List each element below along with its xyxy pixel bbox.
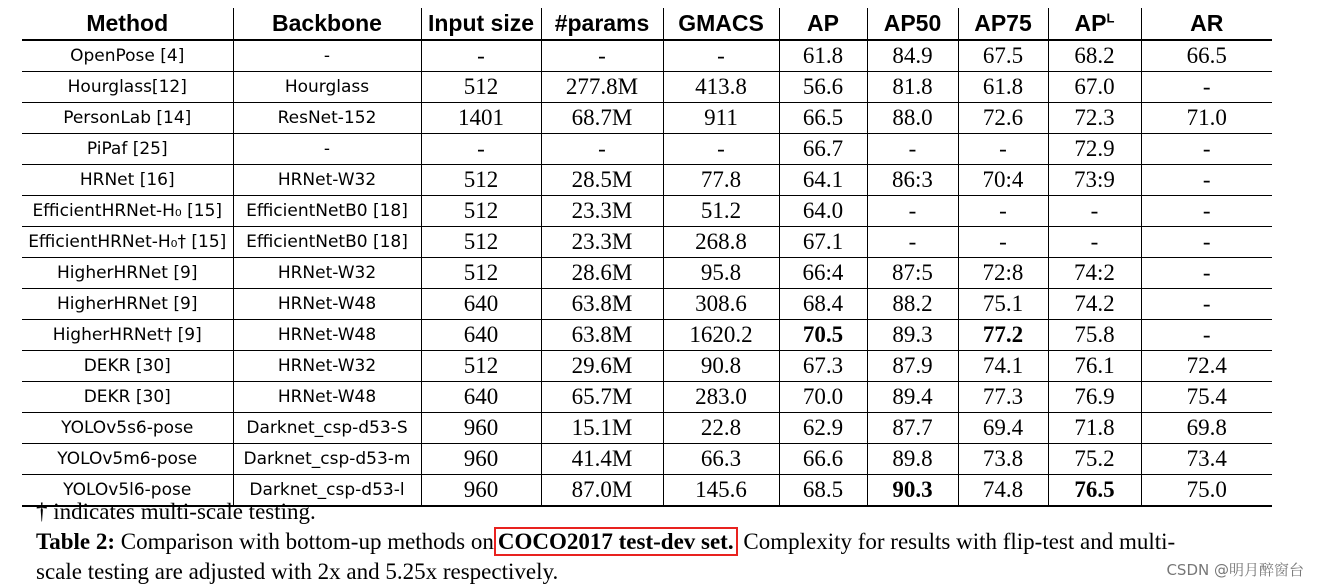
table-row: [22, 289, 1272, 320]
cell-ar: -: [1141, 320, 1272, 351]
cell-ap: 68.4: [779, 289, 867, 320]
cell-gmacs: 22.8: [663, 413, 779, 444]
cell-ap: 62.9: [779, 413, 867, 444]
cell-ar: 72.4: [1141, 351, 1272, 382]
cell-backbone: HRNet-W48: [233, 289, 421, 320]
table-row: [22, 382, 1272, 413]
cell-input-size: 960: [421, 475, 541, 507]
caption-highlighted-dataset: COCO2017 test-dev set.: [494, 527, 738, 556]
cell-method: Hourglass[12]: [22, 72, 233, 103]
cell-params: 23.3M: [541, 196, 663, 227]
header-gmacs: GMACS: [663, 8, 779, 40]
cell-ap50: 88.2: [867, 289, 958, 320]
header-apl: [1048, 8, 1141, 40]
cell-backbone: Hourglass: [233, 72, 421, 103]
cell-backbone: Darknet_csp-d53-m: [233, 444, 421, 475]
cell-params: 277.8M: [541, 72, 663, 103]
cell-ap50: 81.8: [867, 72, 958, 103]
cell-ap75: 73.8: [958, 444, 1048, 475]
cell-ar: -: [1141, 196, 1272, 227]
cell-apl: 74:2: [1048, 258, 1141, 289]
cell-gmacs: 1620.2: [663, 320, 779, 351]
header-input-size: Input size: [421, 8, 541, 40]
header-backbone: Backbone: [233, 8, 421, 40]
cell-params: 29.6M: [541, 351, 663, 382]
cell-method: OpenPose [4]: [22, 40, 233, 72]
cell-ap: 64.0: [779, 196, 867, 227]
cell-apl: 67.0: [1048, 72, 1141, 103]
cell-ap75: 77.2: [958, 320, 1048, 351]
table-row: [22, 72, 1272, 103]
cell-ap: 66.6: [779, 444, 867, 475]
table-body: [22, 40, 1272, 506]
cell-backbone: EfficientNetB0 [18]: [233, 227, 421, 258]
table-row: [22, 351, 1272, 382]
cell-input-size: 512: [421, 258, 541, 289]
cell-gmacs: 90.8: [663, 351, 779, 382]
cell-input-size: 640: [421, 289, 541, 320]
caption-text-after: Complexity for results with flip-test and multi-: [737, 529, 1176, 554]
header-ap: AP: [779, 8, 867, 40]
cell-ar: 73.4: [1141, 444, 1272, 475]
cell-ap75: -: [958, 134, 1048, 165]
cell-backbone: HRNet-W32: [233, 351, 421, 382]
cell-backbone: HRNet-W48: [233, 382, 421, 413]
cell-ap50: -: [867, 196, 958, 227]
caption-note: † indicates multi-scale testing.: [36, 499, 316, 524]
cell-ap50: 89.4: [867, 382, 958, 413]
cell-apl: 71.8: [1048, 413, 1141, 444]
cell-method: EfficientHRNet-H₀† [15]: [22, 227, 233, 258]
cell-method: EfficientHRNet-H₀ [15]: [22, 196, 233, 227]
cell-ap50: 89.3: [867, 320, 958, 351]
cell-input-size: 512: [421, 227, 541, 258]
cell-ap75: -: [958, 196, 1048, 227]
results-table: [22, 8, 1272, 507]
cell-gmacs: 77.8: [663, 165, 779, 196]
cell-gmacs: 95.8: [663, 258, 779, 289]
cell-method: HRNet [16]: [22, 165, 233, 196]
cell-ar: -: [1141, 165, 1272, 196]
cell-ap75: 70:4: [958, 165, 1048, 196]
cell-params: 87.0M: [541, 475, 663, 507]
cell-params: 28.6M: [541, 258, 663, 289]
cell-apl: 73:9: [1048, 165, 1141, 196]
cell-ap50: 86:3: [867, 165, 958, 196]
cell-apl: 76.1: [1048, 351, 1141, 382]
cell-input-size: 640: [421, 382, 541, 413]
cell-gmacs: 66.3: [663, 444, 779, 475]
header-apl-label: AP: [1074, 10, 1107, 36]
cell-apl: 76.5: [1048, 475, 1141, 507]
cell-ap75: 74.8: [958, 475, 1048, 507]
cell-gmacs: 413.8: [663, 72, 779, 103]
table-row: [22, 40, 1272, 72]
header-ar: AR: [1141, 8, 1272, 40]
cell-input-size: -: [421, 40, 541, 72]
cell-input-size: 640: [421, 320, 541, 351]
table-header-row: [22, 8, 1272, 40]
cell-ap: 66:4: [779, 258, 867, 289]
cell-apl: -: [1048, 227, 1141, 258]
cell-apl: 74.2: [1048, 289, 1141, 320]
cell-backbone: HRNet-W48: [233, 320, 421, 351]
cell-method: PiPaf [25]: [22, 134, 233, 165]
cell-input-size: 512: [421, 72, 541, 103]
caption-main: [36, 527, 1286, 557]
table-row: [22, 320, 1272, 351]
cell-backbone: HRNet-W32: [233, 258, 421, 289]
cell-ap: 64.1: [779, 165, 867, 196]
cell-ap: 70.0: [779, 382, 867, 413]
cell-ap: 66.7: [779, 134, 867, 165]
cell-params: 63.8M: [541, 289, 663, 320]
cell-ar: 69.8: [1141, 413, 1272, 444]
cell-ap: 67.3: [779, 351, 867, 382]
cell-method: YOLOv5s6-pose: [22, 413, 233, 444]
cell-method: PersonLab [14]: [22, 103, 233, 134]
cell-params: 28.5M: [541, 165, 663, 196]
cell-ar: 75.4: [1141, 382, 1272, 413]
cell-ap: 61.8: [779, 40, 867, 72]
cell-apl: 75.2: [1048, 444, 1141, 475]
cell-ap50: -: [867, 227, 958, 258]
cell-params: 63.8M: [541, 320, 663, 351]
cell-input-size: 512: [421, 165, 541, 196]
cell-method: HigherHRNet [9]: [22, 258, 233, 289]
table-caption: [36, 497, 1286, 587]
cell-ap75: 77.3: [958, 382, 1048, 413]
cell-ar: 75.0: [1141, 475, 1272, 507]
cell-ap75: 69.4: [958, 413, 1048, 444]
cell-ar: -: [1141, 227, 1272, 258]
cell-method: YOLOv5l6-pose: [22, 475, 233, 507]
cell-ap: 68.5: [779, 475, 867, 507]
table-row: [22, 258, 1272, 289]
cell-params: 65.7M: [541, 382, 663, 413]
table-row: [22, 227, 1272, 258]
cell-ap50: -: [867, 134, 958, 165]
cell-method: DEKR [30]: [22, 382, 233, 413]
table-row: [22, 413, 1272, 444]
cell-ap50: 87.9: [867, 351, 958, 382]
cell-method: HigherHRNet† [9]: [22, 320, 233, 351]
table-row: [22, 196, 1272, 227]
cell-ap75: 75.1: [958, 289, 1048, 320]
cell-apl: 68.2: [1048, 40, 1141, 72]
cell-ap: 70.5: [779, 320, 867, 351]
header-method: Method: [22, 8, 233, 40]
caption-text-before: Comparison with bottom-up methods on: [115, 529, 494, 554]
cell-ap: 56.6: [779, 72, 867, 103]
cell-backbone: Darknet_csp-d53-S: [233, 413, 421, 444]
cell-method: YOLOv5m6-pose: [22, 444, 233, 475]
cell-method: HigherHRNet [9]: [22, 289, 233, 320]
cell-ar: -: [1141, 72, 1272, 103]
table-row: [22, 134, 1272, 165]
cell-backbone: EfficientNetB0 [18]: [233, 196, 421, 227]
cell-ar: -: [1141, 258, 1272, 289]
cell-input-size: 512: [421, 196, 541, 227]
cell-input-size: -: [421, 134, 541, 165]
cell-ar: 66.5: [1141, 40, 1272, 72]
cell-params: 15.1M: [541, 413, 663, 444]
cell-apl: 75.8: [1048, 320, 1141, 351]
cell-gmacs: 145.6: [663, 475, 779, 507]
header-params: #params: [541, 8, 663, 40]
cell-ap75: 72:8: [958, 258, 1048, 289]
cell-ap: 67.1: [779, 227, 867, 258]
cell-ap50: 90.3: [867, 475, 958, 507]
csdn-watermark: CSDN @明月醉窗台: [1166, 561, 1304, 579]
cell-input-size: 960: [421, 413, 541, 444]
header-ap50: AP50: [867, 8, 958, 40]
cell-ap75: 72.6: [958, 103, 1048, 134]
cell-params: 41.4M: [541, 444, 663, 475]
cell-gmacs: 283.0: [663, 382, 779, 413]
cell-apl: 72.9: [1048, 134, 1141, 165]
results-table-container: [22, 8, 1272, 507]
caption-line-3: scale testing are adjusted with 2x and 5.25x respectively.: [36, 559, 559, 584]
cell-backbone: -: [233, 40, 421, 72]
table-row: [22, 165, 1272, 196]
cell-backbone: Darknet_csp-d53-l: [233, 475, 421, 507]
cell-gmacs: 308.6: [663, 289, 779, 320]
cell-ar: 71.0: [1141, 103, 1272, 134]
caption-label: Table 2:: [36, 529, 116, 554]
cell-ar: -: [1141, 289, 1272, 320]
header-apl-superscript: L: [1106, 10, 1115, 26]
cell-gmacs: 911: [663, 103, 779, 134]
table-row: [22, 444, 1272, 475]
cell-ap50: 88.0: [867, 103, 958, 134]
cell-backbone: -: [233, 134, 421, 165]
cell-input-size: 1401: [421, 103, 541, 134]
cell-backbone: HRNet-W32: [233, 165, 421, 196]
cell-params: -: [541, 40, 663, 72]
cell-ap50: 87:5: [867, 258, 958, 289]
cell-params: 68.7M: [541, 103, 663, 134]
cell-input-size: 960: [421, 444, 541, 475]
cell-gmacs: -: [663, 40, 779, 72]
cell-apl: 76.9: [1048, 382, 1141, 413]
cell-apl: -: [1048, 196, 1141, 227]
cell-ar: -: [1141, 134, 1272, 165]
cell-ap75: -: [958, 227, 1048, 258]
cell-ap50: 87.7: [867, 413, 958, 444]
cell-gmacs: 51.2: [663, 196, 779, 227]
cell-apl: 72.3: [1048, 103, 1141, 134]
cell-ap75: 67.5: [958, 40, 1048, 72]
cell-ap: 66.5: [779, 103, 867, 134]
header-ap75: AP75: [958, 8, 1048, 40]
cell-gmacs: -: [663, 134, 779, 165]
cell-input-size: 512: [421, 351, 541, 382]
cell-gmacs: 268.8: [663, 227, 779, 258]
cell-ap75: 74.1: [958, 351, 1048, 382]
cell-method: DEKR [30]: [22, 351, 233, 382]
cell-params: 23.3M: [541, 227, 663, 258]
cell-backbone: ResNet-152: [233, 103, 421, 134]
cell-ap50: 89.8: [867, 444, 958, 475]
table-row: [22, 103, 1272, 134]
cell-params: -: [541, 134, 663, 165]
cell-ap75: 61.8: [958, 72, 1048, 103]
cell-ap50: 84.9: [867, 40, 958, 72]
